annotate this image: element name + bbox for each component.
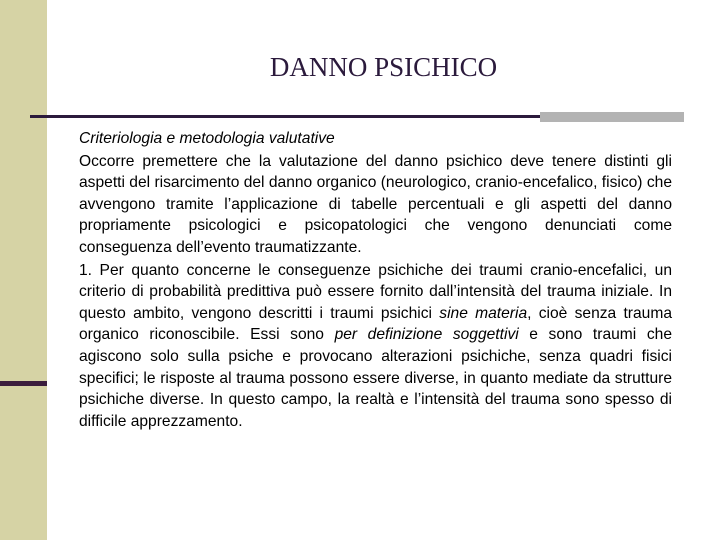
emphasis-sine-materia: sine materia xyxy=(439,304,528,322)
paragraph-point-1-text-c: e sono traumi che agiscono solo sulla psiche e provocano alterazioni psichiche, senza quadri fisici specifici; le risposte al trauma possono essere diverse, in quanto mediate da strutture psichiche diverse. In questo campo, la realtà e l’intensità del trauma sono spesso di difficile apprezzamento. xyxy=(79,326,672,430)
emphasis-soggettivi: per definizione soggettivi xyxy=(334,326,519,344)
slide-title: DANNO PSICHICO xyxy=(269,52,498,82)
title-divider-dark xyxy=(30,115,540,118)
title-divider-grey xyxy=(540,112,684,122)
paragraph-point-1-text-a: 1. Per quanto concerne le conseguenze psichiche dei traumi cranio-encefalici, un criterio di probabilità predittiva può essere fornito dall’intensità del trauma iniziale. In questo ambito, vengono descritti i traumi psichici xyxy=(79,261,672,322)
slide-subtitle: Criteriologia e metodologia valutative xyxy=(79,130,335,147)
left-decorative-band xyxy=(0,0,47,540)
paragraph-intro: Occorre premettere che la valutazione del danno psichico deve tenere distinti gli aspetti del risarcimento del danno organico (neurologico, cranio-encefalico, fisico) che avvengono tramite l’applicazione di tabelle percentuali e gli aspetti del danno propriamente psicologici e psicopatologici che vengono denunciati come conseguenza dell’evento traumatizzante. xyxy=(79,152,672,256)
left-accent-bar xyxy=(0,381,47,386)
paragraph-point-1-text-b: , cioè senza trauma organico riconoscibile. Essi sono xyxy=(79,304,673,344)
slide-body xyxy=(79,128,672,433)
paragraph-point-1 xyxy=(79,260,672,433)
